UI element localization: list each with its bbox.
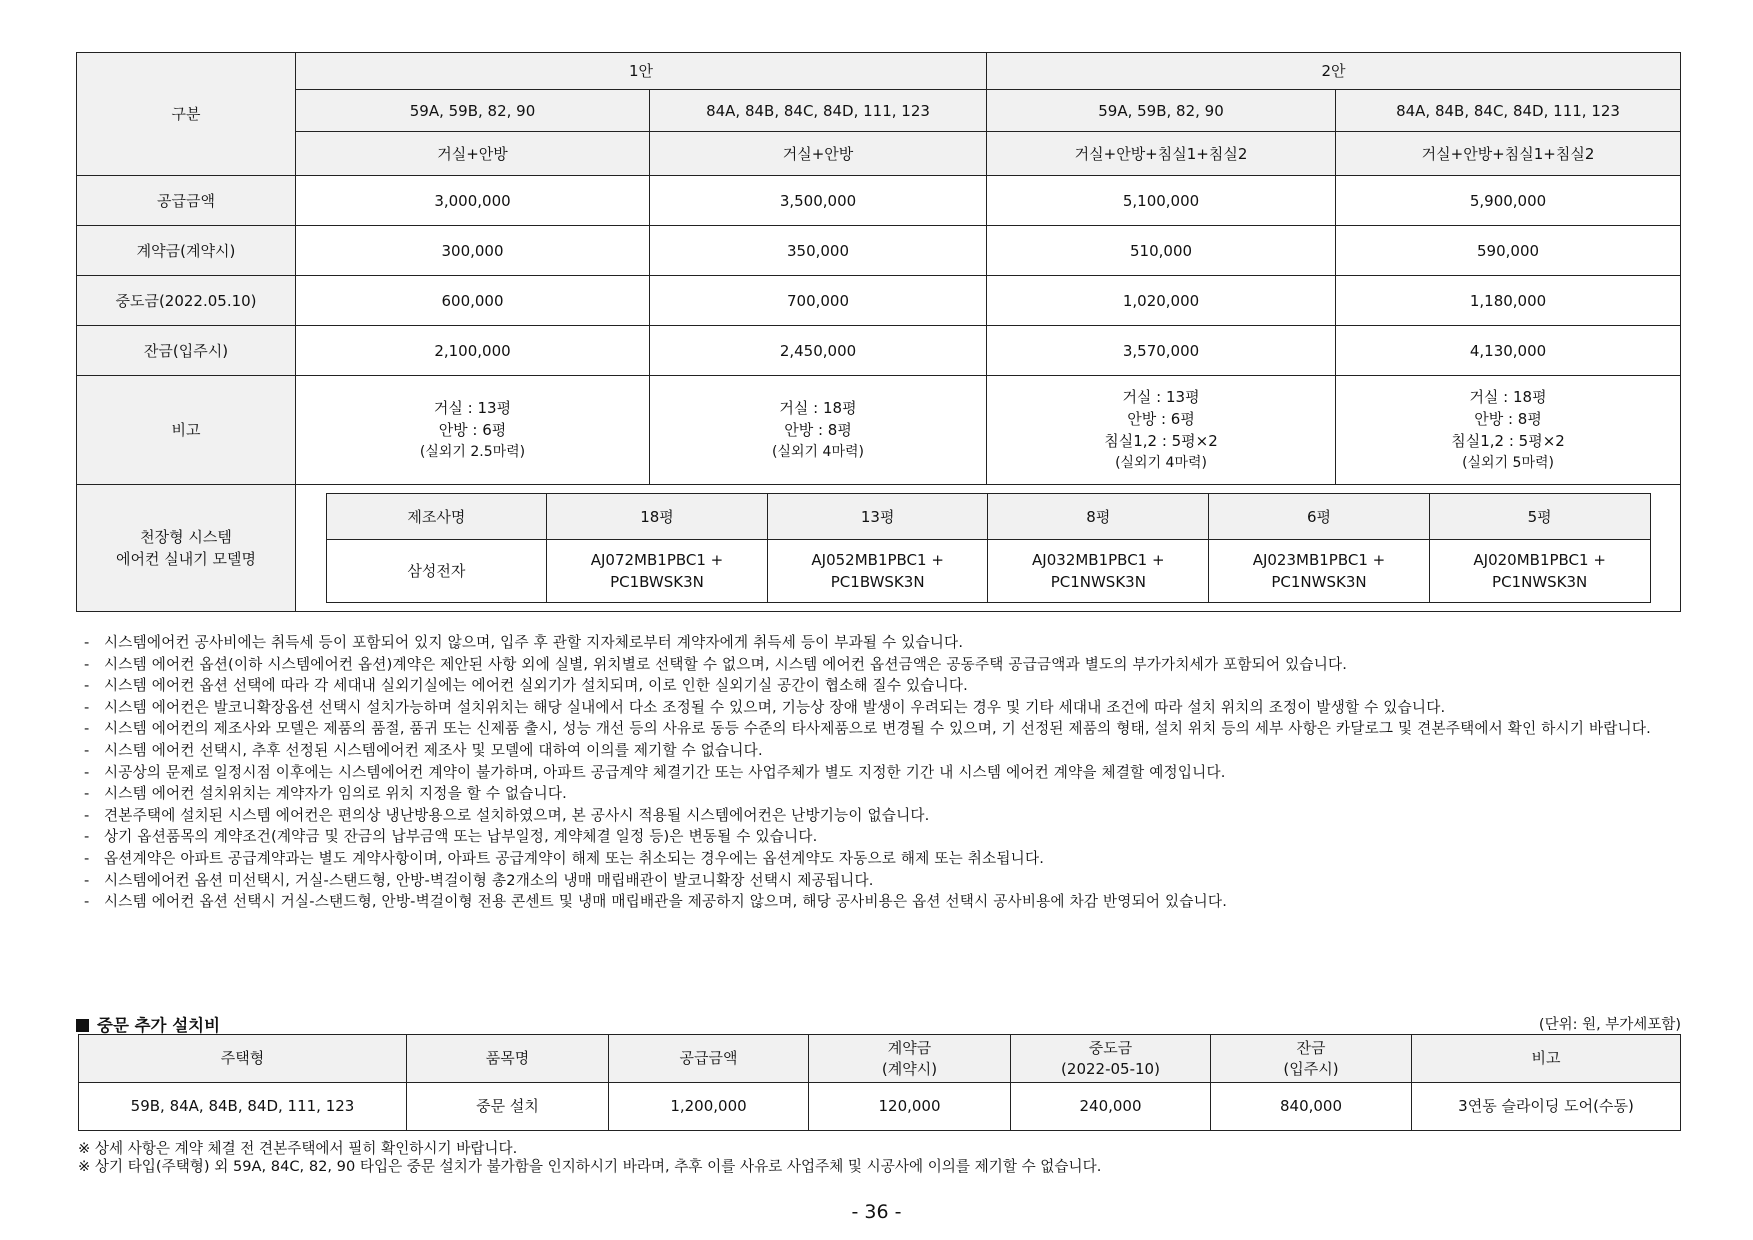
- table-row: [77, 176, 1681, 226]
- remark-cell: [1336, 376, 1681, 485]
- model-code: AJ023MB1PBC1 +: [1252, 551, 1386, 569]
- remark-line: 안방 : 8평: [784, 421, 852, 439]
- note-text: 시스템 에어컨 옵션(이하 시스템에어컨 옵션)계약은 제안된 사항 외에 실별, 위치별로 선택할 수 없으며, 시스템 에어컨 옵션금액은 공동주택 공급금액과 별도의 부가가치세가 포함되어 있습니다.: [104, 655, 1348, 673]
- type-header: 84A, 84B, 84C, 84D, 111, 123: [650, 90, 987, 132]
- remark-line: (실외기 4마력): [772, 444, 864, 460]
- note-item: [84, 826, 1684, 848]
- note-text: 시스템에어컨 옵션 미선택시, 거실-스탠드형, 안방-벽걸이형 총2개소의 냉매 매립배관이 발코니확장 선택시 제공됩니다.: [104, 871, 874, 889]
- remark-line: (실외기 4마력): [1115, 455, 1207, 471]
- type-header: 59A, 59B, 82, 90: [296, 90, 650, 132]
- row-label: 잔금(입주시): [77, 326, 296, 376]
- model-cell: [767, 540, 988, 603]
- model-header: 13평: [767, 494, 988, 540]
- remark-line: 안방 : 8평: [1474, 410, 1542, 428]
- note-text: 시스템 에어컨 설치위치는 계약자가 임의로 위치 지정을 할 수 없습니다.: [104, 785, 568, 803]
- model-code: PC1BWSK3N: [830, 573, 925, 591]
- note-item: [84, 675, 1684, 697]
- table-cell: 120,000: [809, 1083, 1011, 1131]
- model-header: 5평: [1429, 494, 1650, 540]
- remark-line: 거실 : 13평: [433, 399, 512, 417]
- header-line: 잔금: [1296, 1038, 1326, 1057]
- note-dash: -: [84, 741, 90, 759]
- room-header: 거실+안방+침실1+침실2: [987, 132, 1336, 176]
- section-title-text: 중문 추가 설치비: [97, 1016, 221, 1035]
- column-header: [1011, 1035, 1211, 1083]
- table-cell: 5,100,000: [987, 176, 1336, 226]
- table-cell: 1,020,000: [987, 276, 1336, 326]
- table-cell: 1,180,000: [1336, 276, 1681, 326]
- note-item: [84, 805, 1684, 827]
- note-dash: -: [84, 698, 90, 716]
- table-cell: 600,000: [296, 276, 650, 326]
- remark-line: 안방 : 6평: [1127, 410, 1195, 428]
- note-text: 시스템에어컨 공사비에는 취득세 등이 포함되어 있지 않으며, 입주 후 관할 지자체로부터 계약자에게 취득세 등이 부과될 수 있습니다.: [104, 634, 964, 651]
- table-row: [79, 1083, 1681, 1131]
- note-dash: -: [84, 871, 90, 889]
- model-code: AJ032MB1PBC1 +: [1032, 551, 1165, 569]
- model-code: PC1NWSK3N: [1050, 573, 1146, 591]
- note-dash: -: [84, 677, 90, 695]
- note-dash: -: [84, 720, 90, 738]
- model-header: 8평: [988, 494, 1209, 540]
- note-dash: -: [84, 634, 90, 651]
- note-item: [84, 783, 1684, 805]
- row-label: 공급금액: [77, 176, 296, 226]
- note-item: [84, 697, 1684, 719]
- model-label-line: 천장형 시스템: [140, 528, 232, 546]
- table-row: [77, 226, 1681, 276]
- table-cell: 700,000: [650, 276, 987, 326]
- model-header: 18평: [547, 494, 768, 540]
- row-label: [77, 485, 296, 612]
- header-line: 중도금: [1088, 1038, 1133, 1057]
- note-item: [84, 740, 1684, 762]
- model-cell: [547, 540, 768, 603]
- remark-line: (실외기 5마력): [1462, 455, 1554, 471]
- header-line: (입주시): [1283, 1059, 1339, 1078]
- table-cell: 2,100,000: [296, 326, 650, 376]
- model-code: PC1NWSK3N: [1492, 573, 1588, 591]
- note-item: [84, 891, 1684, 913]
- remark-line: 거실 : 18평: [779, 399, 857, 417]
- note-item: [84, 718, 1684, 740]
- table-cell: 3,570,000: [987, 326, 1336, 376]
- model-header: 제조사명: [326, 494, 547, 540]
- remark-cell: [296, 376, 650, 485]
- model-table: [326, 493, 1651, 603]
- remark-line: 거실 : 13평: [1122, 388, 1200, 406]
- table-cell: 350,000: [650, 226, 987, 276]
- model-code: AJ020MB1PBC1 +: [1473, 551, 1606, 569]
- note-text: 시공상의 문제로 일정시점 이후에는 시스템에어컨 계약이 불가하며, 아파트 공급계약 체결기간 또는 사업주체가 별도 지정한 기간 내 시스템 에어컨 계약을 체결할 예정입니다.: [104, 763, 1226, 781]
- aircon-option-table: [76, 52, 1681, 612]
- note-text: 시스템 에어컨 선택시, 추후 선정된 시스템에어컨 제조사 및 모델에 대하여 이의를 제기할 수 없습니다.: [104, 741, 763, 759]
- table-cell: 5,900,000: [1336, 176, 1681, 226]
- model-cell: [988, 540, 1209, 603]
- table-cell: 590,000: [1336, 226, 1681, 276]
- table-cell: 중문 설치: [407, 1083, 609, 1131]
- header-line: 계약금: [887, 1038, 932, 1057]
- unit-label: (단위: 원, 부가세포함): [1538, 1017, 1681, 1033]
- page-number: - 36 -: [851, 1201, 902, 1223]
- notes-list: [84, 632, 1684, 913]
- table-cell: 59B, 84A, 84B, 84D, 111, 123: [79, 1083, 407, 1131]
- table-cell: 240,000: [1011, 1083, 1211, 1131]
- column-header: 주택형: [79, 1035, 407, 1083]
- table-row: [77, 326, 1681, 376]
- remark-line: 침실1,2 : 5평×2: [1104, 432, 1218, 450]
- model-label-line: 에어컨 실내기 모델명: [116, 550, 256, 568]
- row-label: 비고: [77, 376, 296, 485]
- column-header: 공급금액: [609, 1035, 809, 1083]
- table-cell: 2,450,000: [650, 326, 987, 376]
- table-cell: 300,000: [296, 226, 650, 276]
- room-header: 거실+안방: [296, 132, 650, 176]
- model-header: 6평: [1209, 494, 1430, 540]
- table-cell: 1,200,000: [609, 1083, 809, 1131]
- note-text: 시스템 에어컨 옵션 선택시 거실-스탠드형, 안방-벽걸이형 전용 콘센트 및 냉매 매립배관을 제공하지 않으며, 해당 공사비용은 옵션 선택시 공사비용에 차감 반영되어 있습니다.: [104, 893, 1228, 911]
- column-header: 비고: [1412, 1035, 1681, 1083]
- row-label: 계약금(계약시): [77, 226, 296, 276]
- remark-line: 침실1,2 : 5평×2: [1451, 432, 1565, 450]
- note-dash: -: [84, 893, 90, 911]
- gubun-header: 구분: [77, 53, 296, 176]
- table-cell: 3,000,000: [296, 176, 650, 226]
- model-cell: [1429, 540, 1650, 603]
- remark-cell: [650, 376, 987, 485]
- type-header: 84A, 84B, 84C, 84D, 111, 123: [1336, 90, 1681, 132]
- type-header: 59A, 59B, 82, 90: [987, 90, 1336, 132]
- footnote: ※ 상기 타입(주택형) 외 59A, 84C, 82, 90 타입은 중문 설치가 불가함을 인지하시기 바라며, 추후 이를 사유로 사업주체 및 시공사에 이의를 제기할 수 없습니다.: [78, 1158, 1102, 1175]
- note-dash: -: [84, 763, 90, 781]
- note-dash: -: [84, 655, 90, 673]
- note-item: [84, 848, 1684, 870]
- model-code: AJ052MB1PBC1 +: [811, 551, 944, 569]
- table-row: [77, 276, 1681, 326]
- column-header: [1211, 1035, 1412, 1083]
- table-cell: 510,000: [987, 226, 1336, 276]
- column-header: 품목명: [407, 1035, 609, 1083]
- plan1-header: 1안: [296, 53, 987, 90]
- note-text: 시스템 에어컨의 제조사와 모델은 제품의 품절, 품귀 또는 신제품 출시, 성능 개선 등의 사유로 동등 수준의 타사제품으로 변경될 수 있으며, 기 선정된 제품의 형태, 설치 위치 등의 세부 사항은 카달로그 및 견본주택에서 확인 하시기 바랍니다.: [104, 720, 1651, 738]
- note-text: 상기 옵션품목의 계약조건(계약금 및 잔금의 납부금액 또는 납부일정, 계약체결 일정 등)은 변동될 수 있습니다.: [104, 828, 818, 846]
- table-cell: 3,500,000: [650, 176, 987, 226]
- note-dash: -: [84, 785, 90, 803]
- table-cell: 3연동 슬라이딩 도어(수동): [1412, 1083, 1681, 1131]
- remark-line: 거실 : 18평: [1469, 388, 1547, 406]
- model-cell: [1209, 540, 1430, 603]
- model-code: PC1BWSK3N: [610, 573, 704, 591]
- table-cell: 4,130,000: [1336, 326, 1681, 376]
- maker-cell: 삼성전자: [326, 540, 547, 603]
- note-text: 시스템 에어컨은 발코니확장옵션 선택시 설치가능하며 설치위치는 해당 실내에서 다소 조정될 수 있으며, 기능상 장애 발생이 우려되는 경우 및 기타 세대내 조건에 따라 설치 위치의 조정이 발생할 수 있습니다.: [104, 698, 1446, 716]
- model-table-cell: [296, 485, 1681, 612]
- note-dash: -: [84, 828, 90, 846]
- note-dash: -: [84, 849, 90, 867]
- door-cost-table: [78, 1034, 1681, 1131]
- note-item: [84, 870, 1684, 892]
- section-title: [76, 1012, 220, 1036]
- row-label: 중도금(2022.05.10): [77, 276, 296, 326]
- model-row: [77, 485, 1681, 612]
- note-item: [84, 632, 1684, 654]
- room-header: 거실+안방+침실1+침실2: [1336, 132, 1681, 176]
- note-text: 시스템 에어컨 옵션 선택에 따라 각 세대내 실외기실에는 에어컨 실외기가 설치되며, 이로 인한 실외기실 공간이 협소해 질수 있습니다.: [104, 677, 969, 695]
- table-cell: 840,000: [1211, 1083, 1412, 1131]
- model-code: AJ072MB1PBC1 +: [590, 551, 724, 569]
- note-item: [84, 654, 1684, 676]
- header-line: (계약시): [881, 1059, 938, 1078]
- note-dash: -: [84, 806, 90, 824]
- remarks-row: [77, 376, 1681, 485]
- footnotes: [78, 1140, 1101, 1176]
- model-code: PC1NWSK3N: [1271, 573, 1367, 591]
- column-header: [809, 1035, 1011, 1083]
- remark-line: 안방 : 6평: [438, 421, 507, 439]
- square-bullet-icon: [76, 1019, 89, 1032]
- note-text: 옵션계약은 아파트 공급계약과는 별도 계약사항이며, 아파트 공급계약이 해제 또는 취소되는 경우에는 옵션계약도 자동으로 해제 또는 취소됩니다.: [104, 849, 1045, 867]
- remark-line: (실외기 2.5마력): [419, 444, 526, 460]
- remark-cell: [987, 376, 1336, 485]
- header-line: (2022-05-10): [1061, 1059, 1160, 1078]
- footnote: ※ 상세 사항은 계약 체결 전 견본주택에서 필히 확인하시기 바랍니다.: [78, 1140, 518, 1157]
- note-item: [84, 762, 1684, 784]
- note-text: 견본주택에 설치된 시스템 에어컨은 편의상 냉난방용으로 설치하였으며, 본 공사시 적용될 시스템에어컨은 난방기능이 없습니다.: [104, 806, 930, 824]
- plan2-header: 2안: [987, 53, 1681, 90]
- room-header: 거실+안방: [650, 132, 987, 176]
